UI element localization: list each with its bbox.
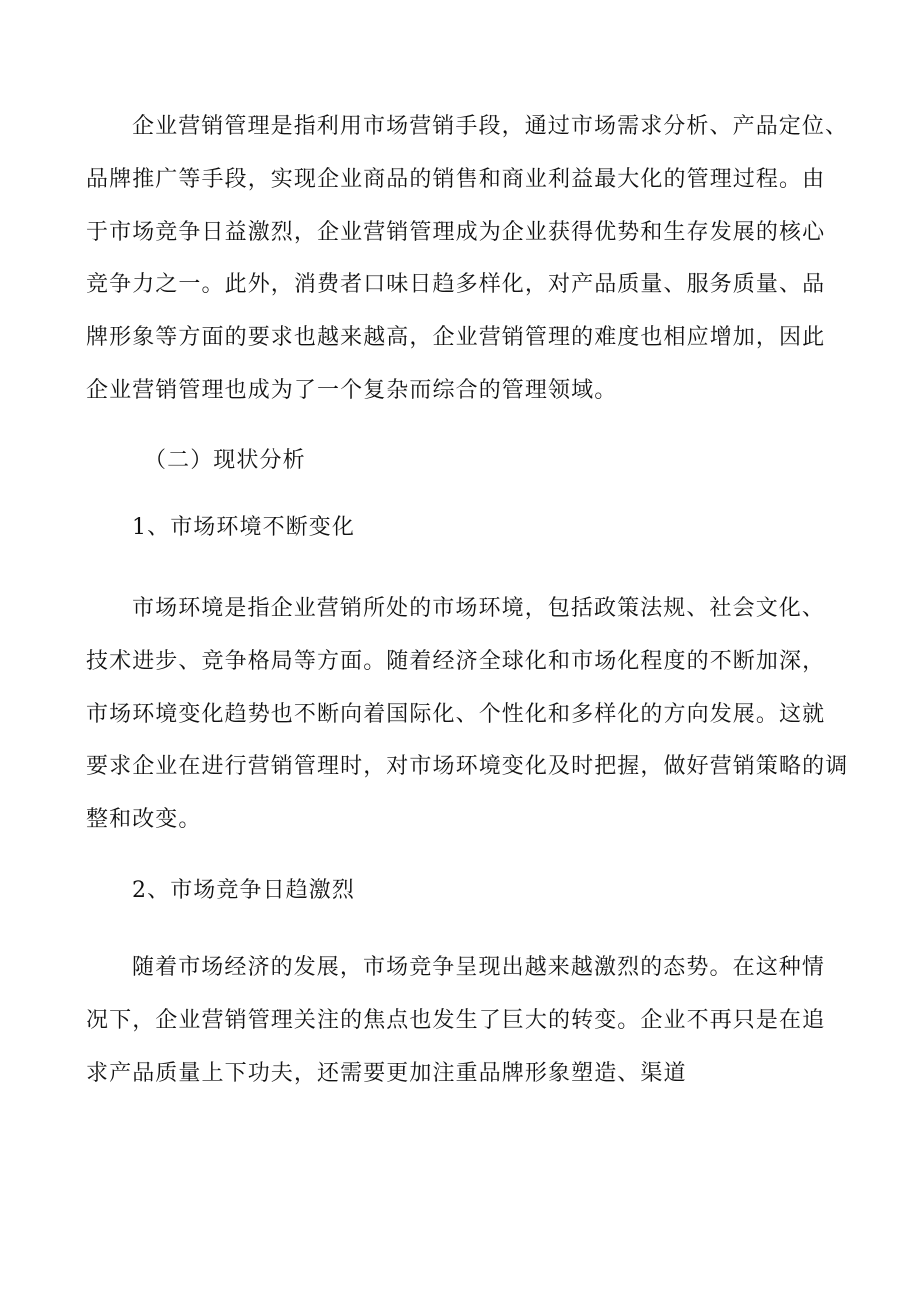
paragraph-line: 随着市场经济的发展，市场竞争呈现出越来越激烈的态势。在这种情 (132, 955, 826, 980)
paragraph-line: 市场环境是指企业营销所处的市场环境，包括政策法规、社会文化、 (132, 596, 826, 621)
subsection-heading: 1、市场环境不断变化 (132, 515, 355, 540)
paragraph-line: 于市场竞争日益激烈，企业营销管理成为企业获得优势和生存发展的核心 (86, 219, 826, 245)
paragraph-line: 整和改变。 (86, 807, 202, 833)
subsection-heading: 2、市场竞争日趋激烈 (132, 878, 355, 903)
paragraph-intro (86, 101, 849, 418)
paragraph-line: 牌形象等方面的要求也越来越高，企业营销管理的难度也相应增加，因此 (86, 325, 826, 351)
paragraph-line: 品牌推广等手段，实现企业商品的销售和商业利益最大化的管理过程。由 (86, 166, 826, 192)
paragraph-line: 况下，企业营销管理关注的焦点也发生了巨大的转变。企业不再只是在追 (86, 1007, 826, 1033)
paragraph-line: 企业营销管理是指利用市场营销手段，通过市场需求分析、产品定位、 (132, 114, 849, 139)
paragraph-market-environment (86, 583, 849, 847)
paragraph-line: 求产品质量上下功夫，还需要更加注重品牌形象塑造、渠道 (86, 1060, 687, 1086)
paragraph-line: 市场环境变化趋势也不断向着国际化、个性化和多样化的方向发展。这就 (86, 701, 826, 727)
paragraph-line: 技术进步、竞争格局等方面。随着经济全球化和市场化程度的不断加深， (86, 648, 826, 674)
paragraph-market-competition (86, 942, 836, 1100)
paragraph-line: 竞争力之一。此外，消费者口味日趋多样化，对产品质量、服务质量、品 (86, 272, 826, 298)
paragraph-line: 企业营销管理也成为了一个复杂而综合的管理领域。 (86, 377, 618, 403)
section-heading: （二）现状分析 (144, 448, 306, 473)
paragraph-line: 要求企业在进行营销管理时，对市场环境变化及时把握，做好营销策略的调 (86, 754, 849, 780)
